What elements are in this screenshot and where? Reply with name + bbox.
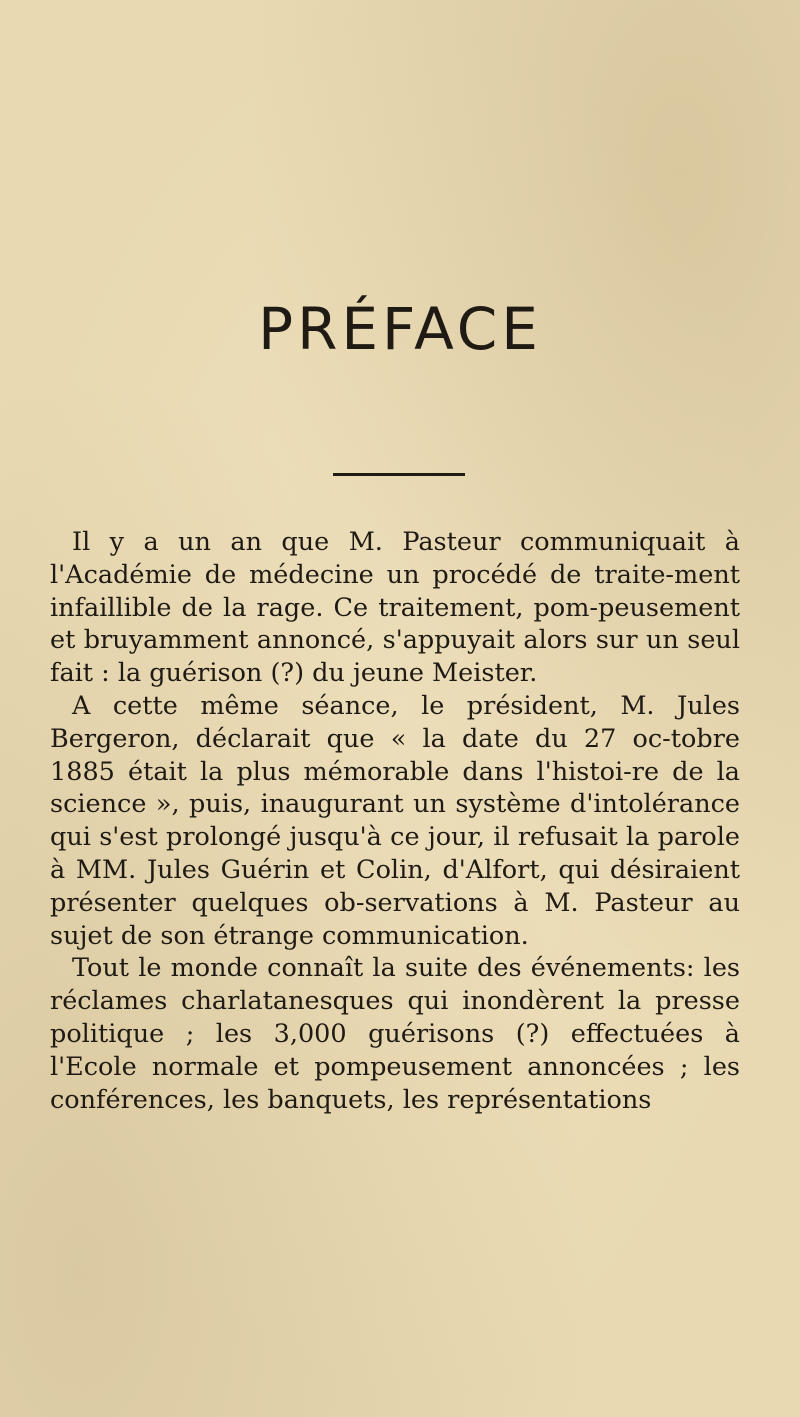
body-text	[50, 526, 740, 1116]
paragraph-2: A cette même séance, le président, M. Jules Bergeron, déclarait que « la date du 27 oc-tobre 1885 était la plus mémorable dans l'histoi-re de la science », puis, inaugurant un système d'intolérance qui s'est prolongé jusqu'à ce jour, il refusait la parole à MM. Jules Guérin et Colin, d'Alfort, qui désiraient présenter quelques ob-servations à M. Pasteur au sujet de son étrange communication.	[50, 690, 740, 951]
page-title: PRÉFACE	[258, 295, 542, 363]
title-rule	[333, 473, 465, 476]
paragraph-3: Tout le monde connaît la suite des événements: les réclames charlatanesques qui inondèrent la presse politique ; les 3,000 guérisons (?) effectuées à l'Ecole normale et pompeusement annoncées ; les conférences, les banquets, les représentations	[50, 953, 740, 1115]
paragraph-1: Il y a un an que M. Pasteur communiquait à l'Académie de médecine un procédé de traite-ment infaillible de la rage. Ce traitement, pom-peusement et bruyamment annoncé, s'appuyait alors sur un seul fait : la guérison (?) du jeune Meister.	[50, 527, 740, 689]
